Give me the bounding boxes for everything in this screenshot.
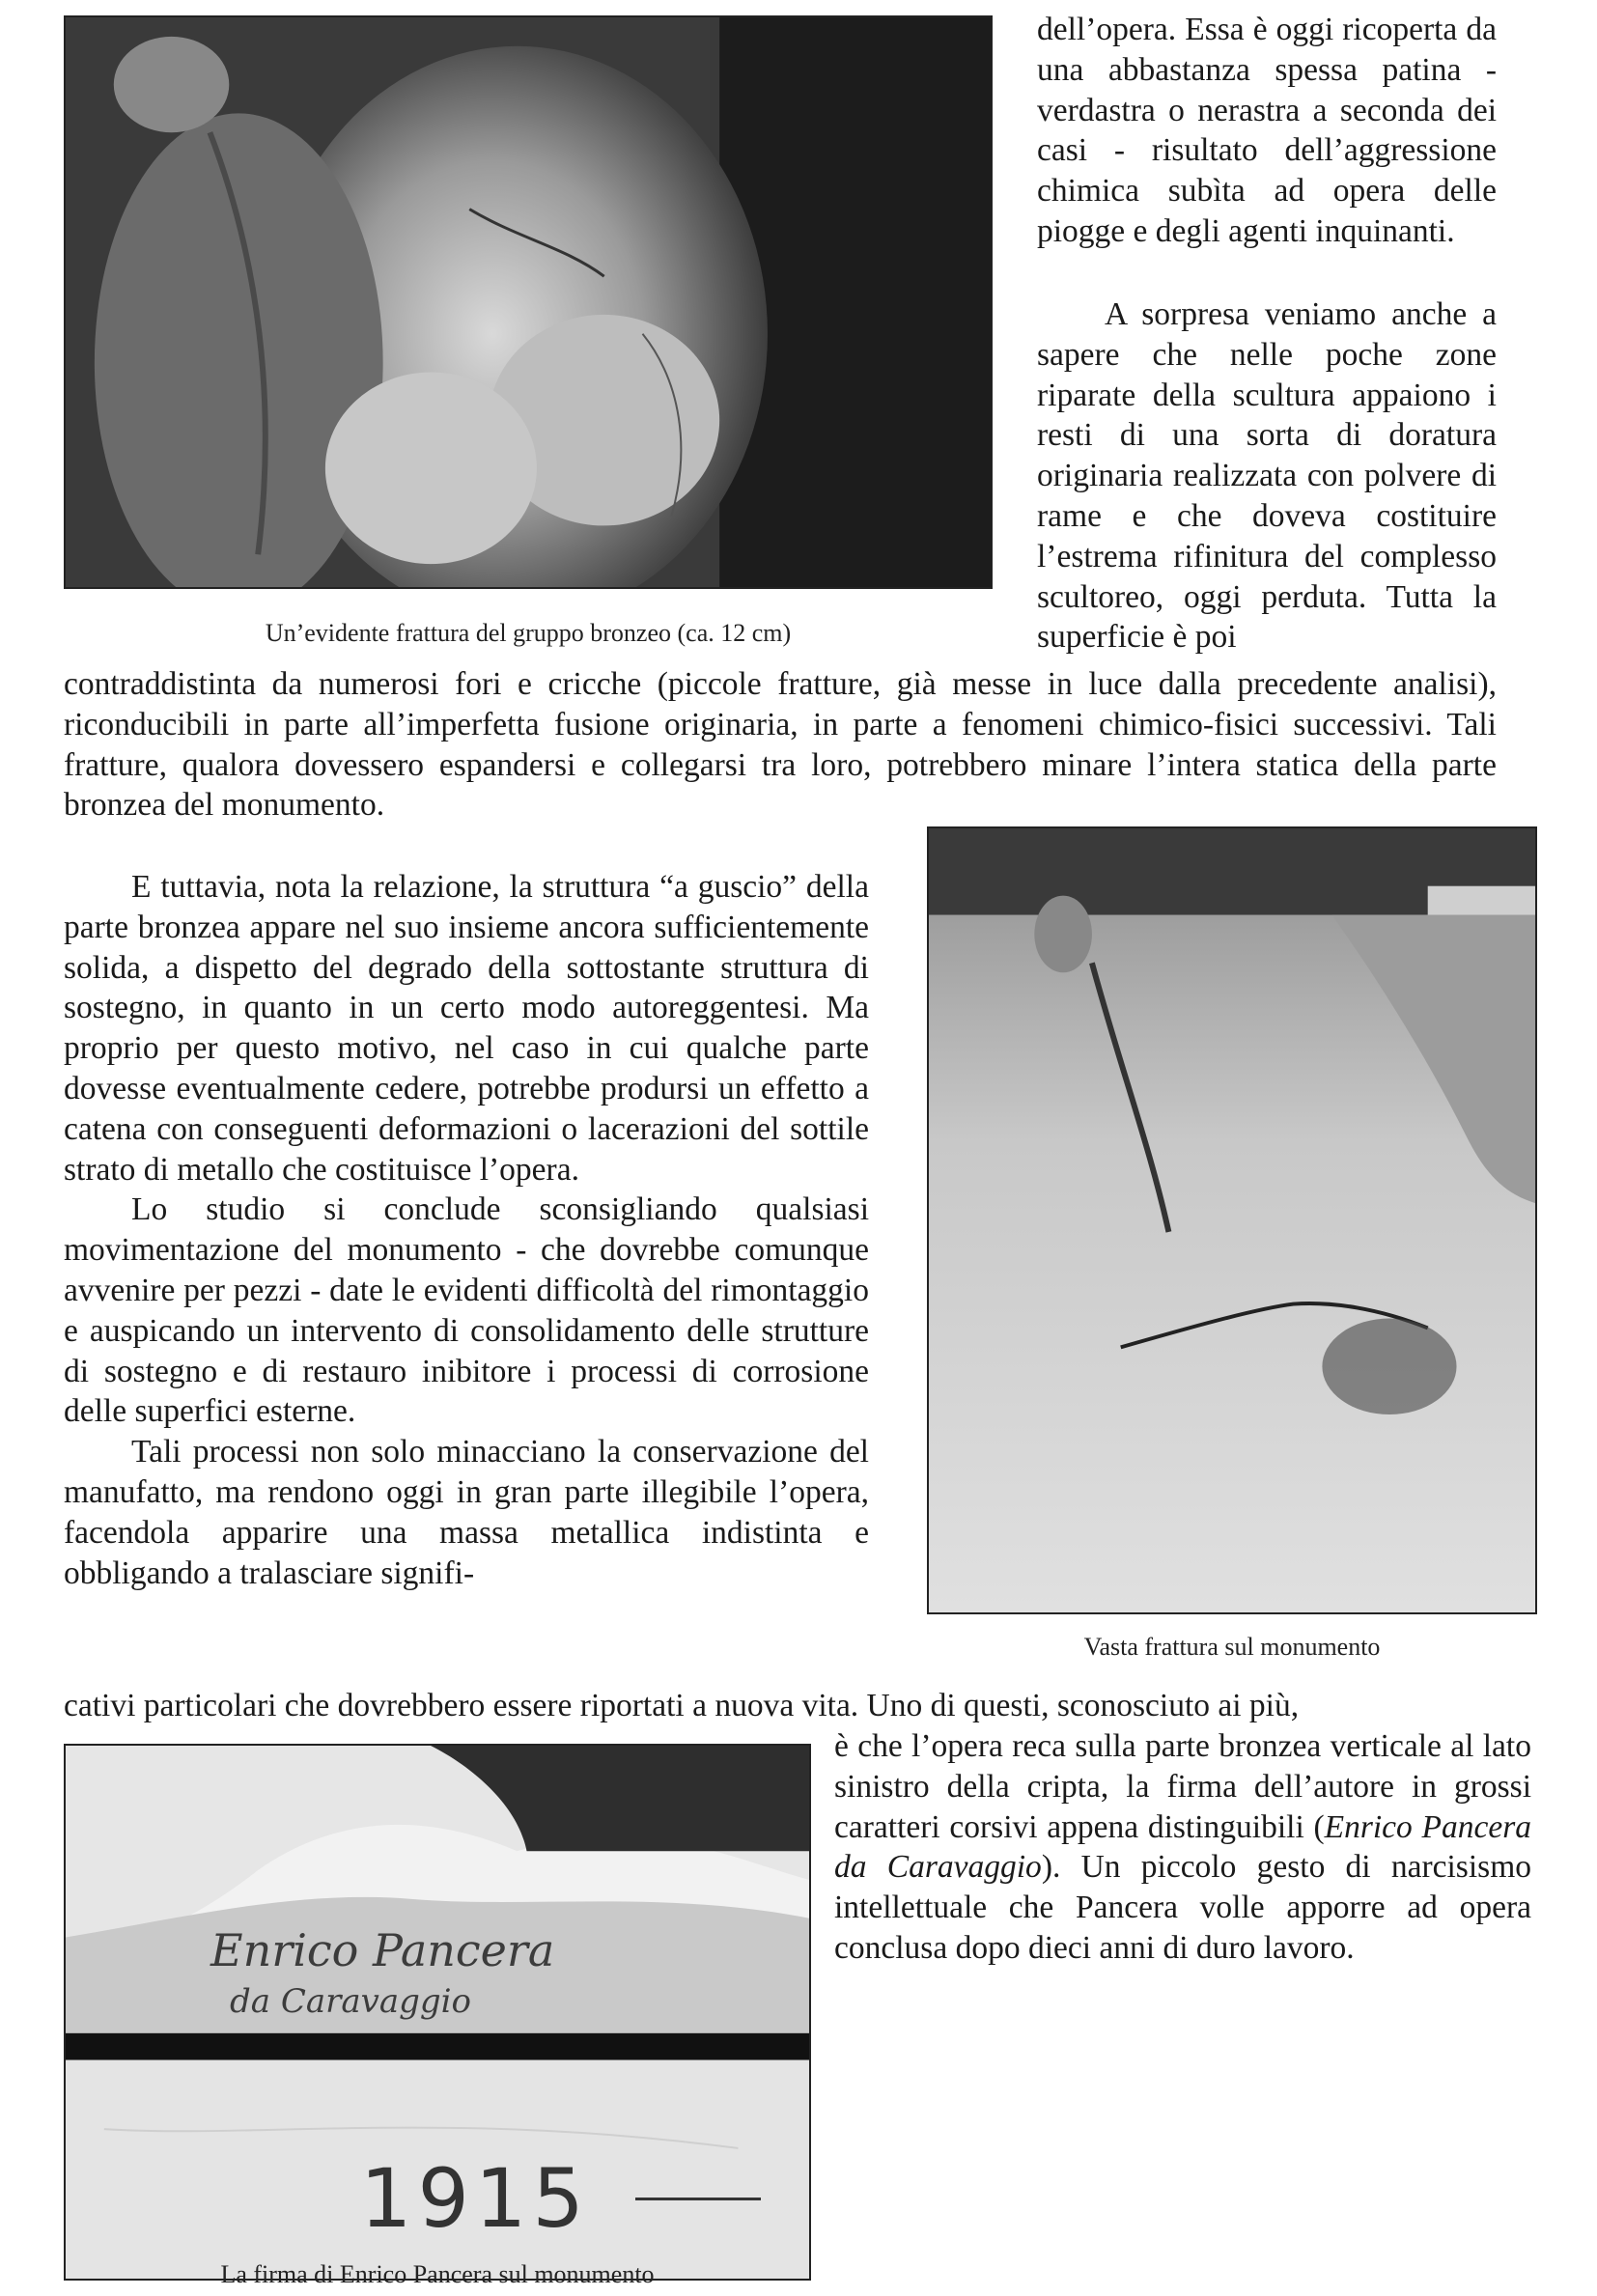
paragraph-guscio-text: E tuttavia, nota la relazione, la struttura “a guscio” della parte bronzea appare nel suo insieme ancora sufficientemente solida, a dispetto del degrado della sottostante struttura di sostegno, in quanto in un certo modo autoreggentesi. Ma proprio per questo motivo, nel caso in cui qualche parte dovesse eventualmente cedere, potrebbe prodursi un effetto a catena con conseguenti deformazioni o lacerazioni del sottile strato di metallo che costituisce l’opera.	[64, 869, 869, 1188]
paragraph-patina-text: dell’opera. Essa è oggi ricoperta da una abbastanza spessa patina - verdastra o nerastra a seconda dei casi - risultato dell’aggressione chimica subìta ad opera delle piogge e degli agenti inquinanti.	[1037, 12, 1497, 249]
photo-bronze-fracture	[64, 15, 993, 589]
paragraph-conclusione-text: Lo studio si conclude sconsigliando qualsiasi movimentazione del monumento - che dovrebbe comunque avvenire per pezzi - date le evidenti difficoltà del rimontaggio e auspicando un intervento di consolidamento delle strutture di sostegno e di restauro inibitore i processi di corrosione delle superfici esterne.	[64, 1191, 869, 1430]
paragraph-firma-italic: Enrico Pancera da Caravaggio	[834, 1808, 1531, 1886]
caption-right-photo: Vasta frattura sul monumento	[1083, 1633, 1381, 1661]
caption-top-photo: Un’evidente frattura del gruppo bronzeo (ca. 12 cm)	[265, 619, 792, 647]
year-inscription: 1915	[360, 2151, 590, 2246]
paragraph-cricche	[64, 664, 1497, 826]
paragraph-firma-text-a: è che l’opera reca sulla parte bronzea verticale al lato sinistro della cripta, la firma dell’autore in grossi caratteri corsivi appena distinguibili (	[834, 1728, 1531, 1845]
paragraph-patina	[1037, 10, 1497, 252]
inscription-rule	[635, 2198, 761, 2200]
paragraph-cricche-text: contraddistinta da numerosi fori e cricche (piccole fratture, già messe in luce dalla precedente analisi), riconducibili in parte all’imperfetta fusione originaria, in parte a fenomeni chimico-fisici successivi. Tali fratture, qualora dovessero espandersi e collegarsi tra loro, potrebbero minare l’intera statica della parte bronzea del monumento.	[64, 666, 1497, 824]
signature-name: Enrico Pancera	[210, 1924, 555, 1976]
bronze-fracture-image	[66, 17, 991, 587]
caption-bottom-photo: La firma di Enrico Pancera sul monumento	[220, 2260, 655, 2288]
photo-signature	[64, 1744, 811, 2281]
photo-large-fracture	[927, 826, 1537, 1614]
paragraph-particolari	[64, 1686, 1497, 1726]
signature-caravaggio: da Caravaggio	[230, 1982, 472, 2021]
large-fracture-image	[929, 828, 1535, 1612]
paragraph-doratura-text: A sorpresa veniamo anche a sapere che nelle poche zone riparate della scultura appaiono i resti di una sorta di doratura originaria realizzata con polvere di rame e che doveva costituire l’estrema rifinitura del complesso scultoreo, oggi perduta. Tutta la superficie è poi	[1037, 296, 1497, 656]
paragraph-processi-text: Tali processi non solo minacciano la conservazione del manufatto, ma rendono oggi in gran parte illegibile l’opera, facendola apparire una massa metallica indistinta e obbligando a tralasciare signifi-	[64, 1434, 869, 1591]
paragraph-firma	[834, 1726, 1531, 1969]
paragraph-guscio	[64, 867, 869, 1593]
paragraph-doratura	[1037, 294, 1497, 658]
paragraph-particolari-text: cativi particolari che dovrebbero essere riportati a nuova vita. Uno di questi, sconosciuto ai più,	[64, 1688, 1300, 1723]
paragraph-firma-text	[834, 1726, 1531, 1969]
paragraph-firma-text-b: ). Un piccolo gesto di narcisismo intellettuale che Pancera volle apporre ad opera conclusa dopo dieci anni di duro lavoro.	[834, 1849, 1531, 1966]
